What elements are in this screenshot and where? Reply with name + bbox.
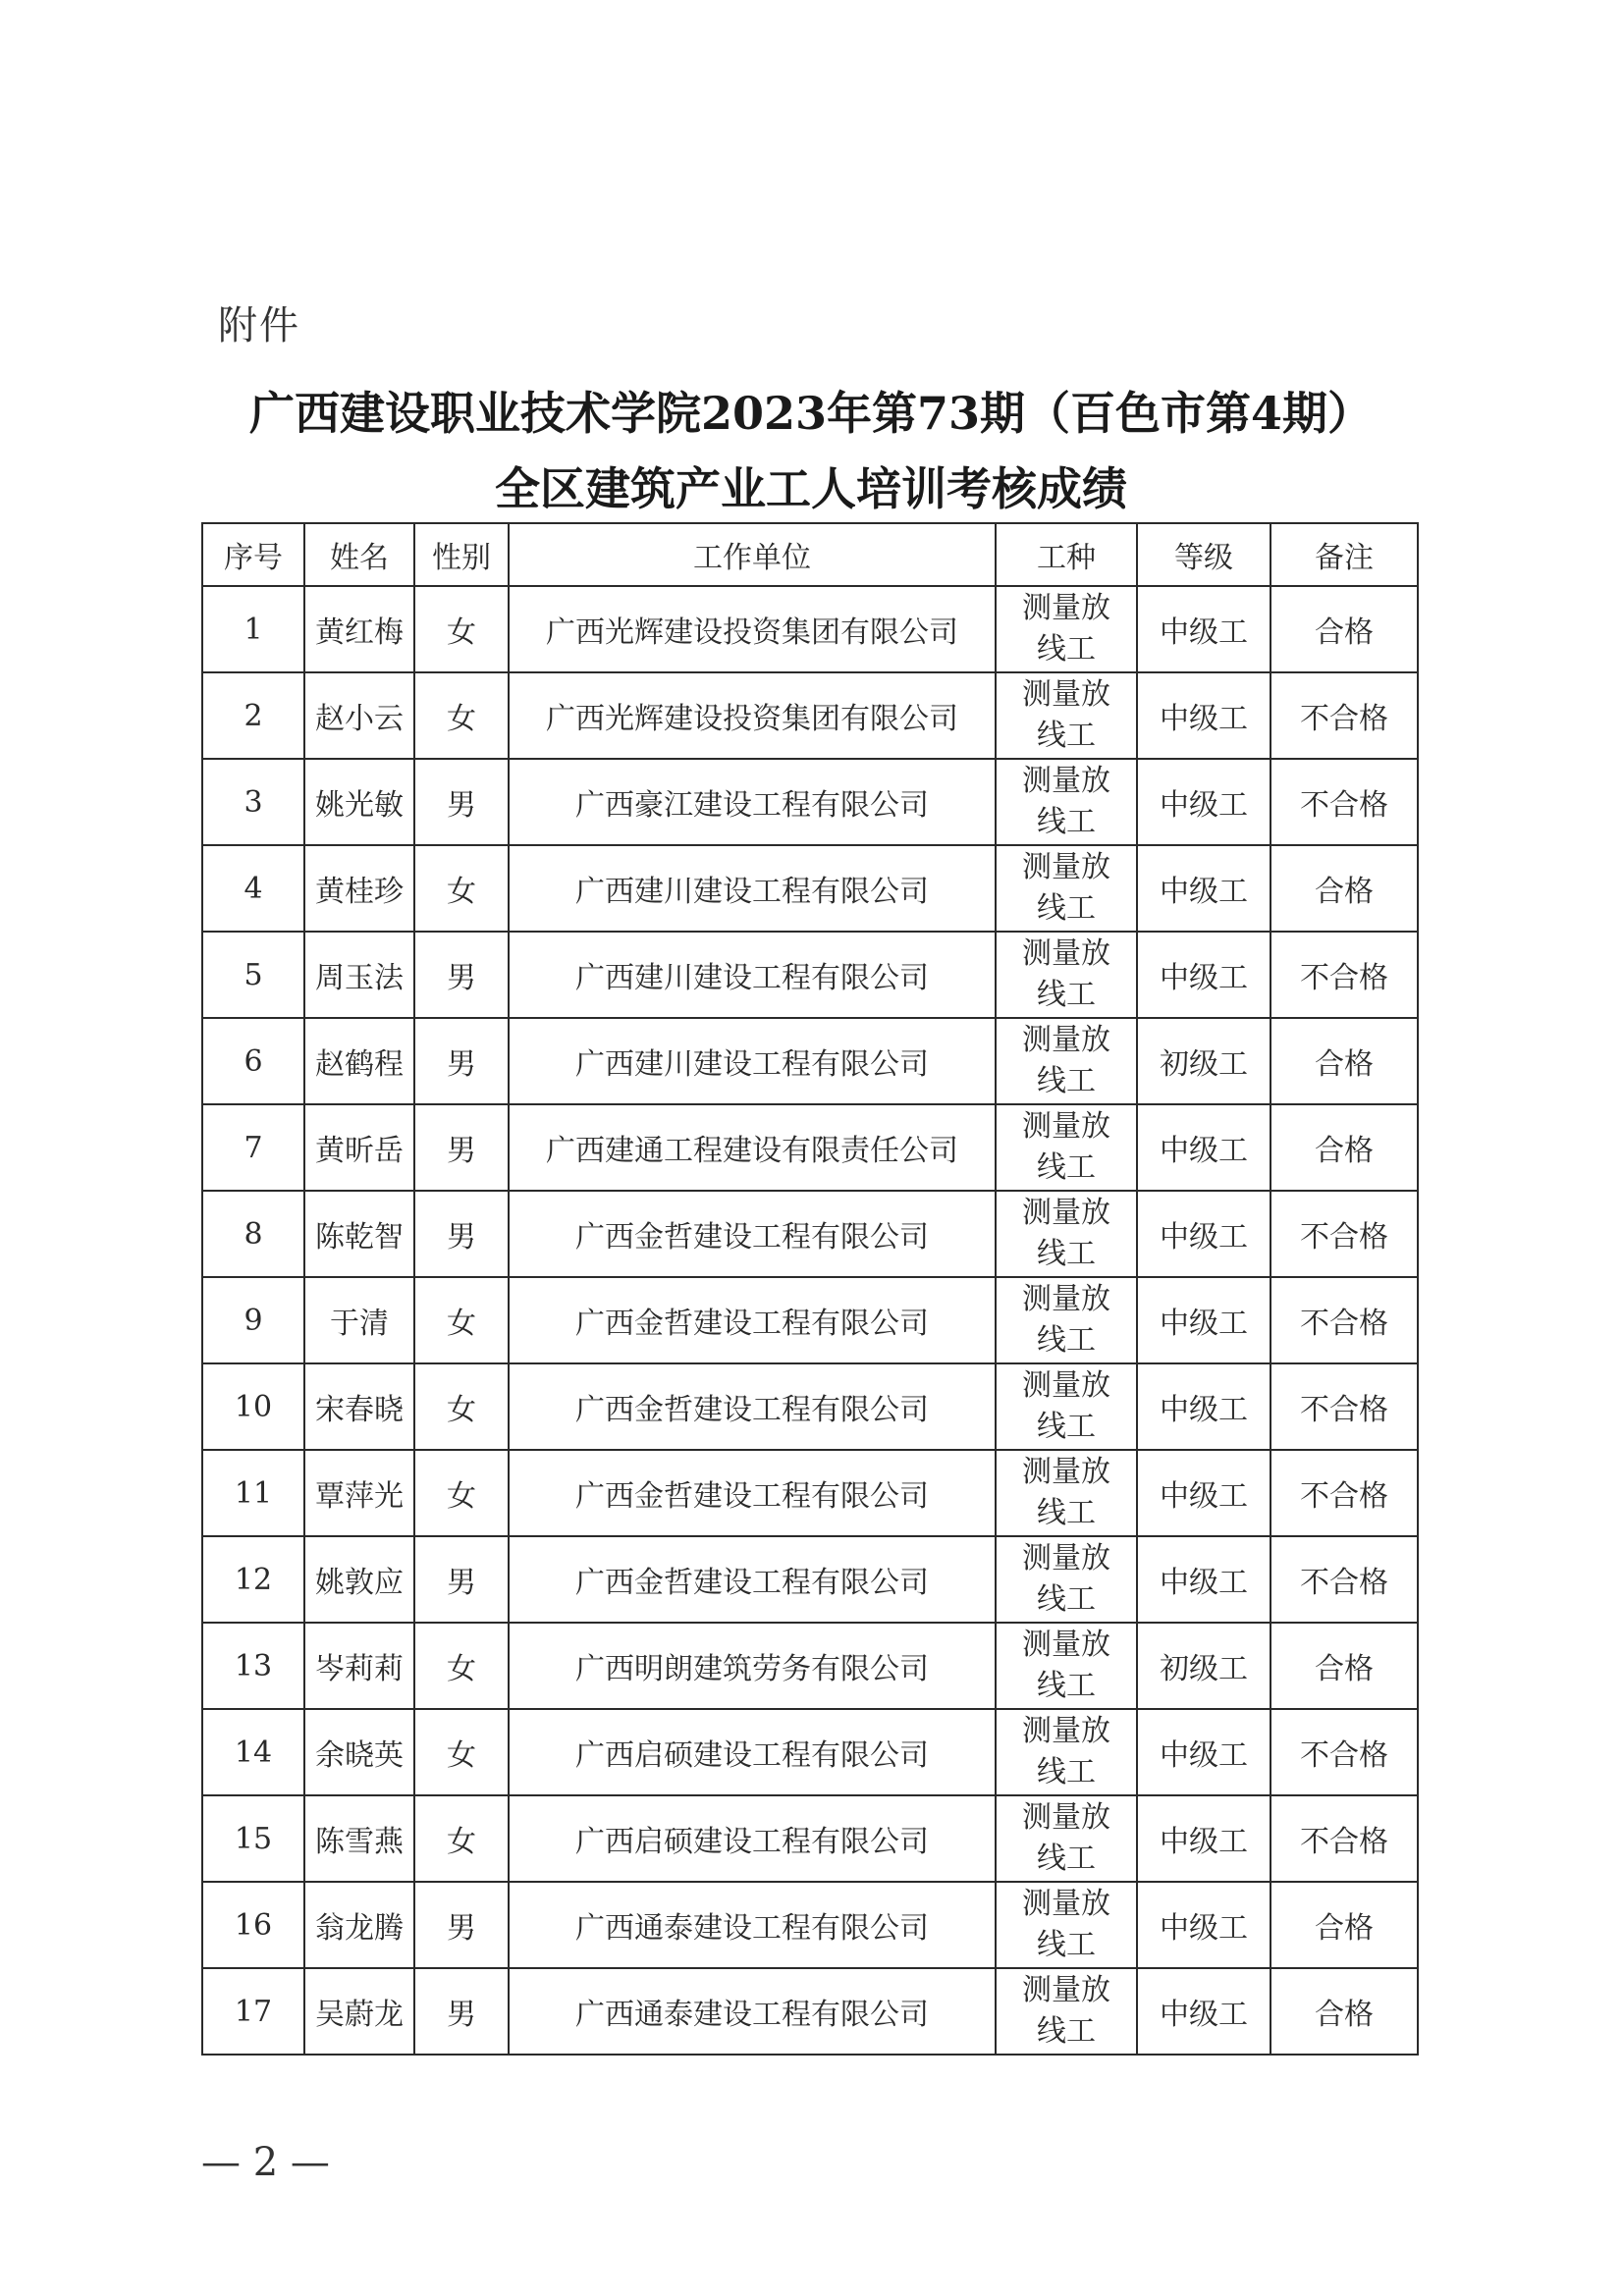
table-row — [202, 1018, 1418, 1104]
cell-gender: 男 — [414, 1104, 509, 1191]
cell-level: 初级工 — [1137, 1018, 1271, 1104]
cell-number: 2 — [202, 672, 304, 759]
cell-trade-line1: 测量放 — [1022, 1109, 1110, 1144]
cell-name: 姚敦应 — [304, 1536, 414, 1623]
cell-number: 11 — [202, 1450, 304, 1536]
cell-trade-line1: 测量放 — [1022, 1887, 1110, 1921]
cell-number: 9 — [202, 1277, 304, 1363]
cell-trade-line1: 测量放 — [1022, 1973, 1110, 2007]
cell-remark: 不合格 — [1271, 932, 1418, 1018]
cell-trade — [996, 845, 1137, 932]
cell-unit: 广西建川建设工程有限公司 — [509, 1018, 996, 1104]
cell-remark: 合格 — [1271, 1882, 1418, 1968]
cell-remark: 不合格 — [1271, 1795, 1418, 1882]
table-row — [202, 1623, 1418, 1709]
cell-trade-line1: 测量放 — [1022, 1368, 1110, 1403]
cell-unit: 广西启硕建设工程有限公司 — [509, 1795, 996, 1882]
cell-unit: 广西通泰建设工程有限公司 — [509, 1882, 996, 1968]
table-row — [202, 1882, 1418, 1968]
cell-level: 中级工 — [1137, 845, 1271, 932]
cell-trade-line1: 测量放 — [1022, 1023, 1110, 1057]
cell-unit: 广西金哲建设工程有限公司 — [509, 1363, 996, 1450]
cell-name: 姚光敏 — [304, 759, 414, 845]
cell-unit: 广西金哲建设工程有限公司 — [509, 1191, 996, 1277]
cell-remark: 合格 — [1271, 1623, 1418, 1709]
cell-number: 14 — [202, 1709, 304, 1795]
cell-remark: 不合格 — [1271, 1450, 1418, 1536]
cell-number: 17 — [202, 1968, 304, 2055]
table-row — [202, 759, 1418, 845]
cell-name: 赵小云 — [304, 672, 414, 759]
cell-trade-line2: 线工 — [1037, 719, 1096, 753]
cell-unit: 广西明朗建筑劳务有限公司 — [509, 1623, 996, 1709]
cell-remark: 合格 — [1271, 1018, 1418, 1104]
table-body — [202, 586, 1418, 2055]
cell-trade — [996, 1191, 1137, 1277]
cell-number: 8 — [202, 1191, 304, 1277]
cell-trade-line2: 线工 — [1037, 1237, 1096, 1271]
cell-trade — [996, 1795, 1137, 1882]
cell-trade-line2: 线工 — [1037, 1582, 1096, 1617]
cell-remark: 合格 — [1271, 586, 1418, 672]
cell-trade — [996, 672, 1137, 759]
cell-trade-line2: 线工 — [1037, 1755, 1096, 1789]
cell-trade-line2: 线工 — [1037, 1842, 1096, 1876]
cell-number: 15 — [202, 1795, 304, 1882]
cell-trade-line2: 线工 — [1037, 805, 1096, 839]
table-header-row — [202, 523, 1418, 586]
cell-level: 中级工 — [1137, 1104, 1271, 1191]
cell-remark: 不合格 — [1271, 1191, 1418, 1277]
cell-unit: 广西金哲建设工程有限公司 — [509, 1450, 996, 1536]
cell-trade-line1: 测量放 — [1022, 1541, 1110, 1575]
cell-trade — [996, 1277, 1137, 1363]
cell-gender: 女 — [414, 1795, 509, 1882]
table-row — [202, 672, 1418, 759]
cell-remark: 合格 — [1271, 1104, 1418, 1191]
cell-trade — [996, 1623, 1137, 1709]
cell-trade-line1: 测量放 — [1022, 1714, 1110, 1748]
cell-gender: 男 — [414, 759, 509, 845]
cell-trade-line1: 测量放 — [1022, 591, 1110, 625]
cell-trade-line2: 线工 — [1037, 1150, 1096, 1185]
header-name: 姓名 — [304, 523, 414, 586]
cell-unit: 广西光辉建设投资集团有限公司 — [509, 586, 996, 672]
cell-name: 岑莉莉 — [304, 1623, 414, 1709]
cell-trade — [996, 586, 1137, 672]
cell-number: 5 — [202, 932, 304, 1018]
cell-level: 中级工 — [1137, 1277, 1271, 1363]
cell-name: 周玉法 — [304, 932, 414, 1018]
cell-remark: 不合格 — [1271, 1277, 1418, 1363]
page-number: — 2 — — [201, 2140, 330, 2185]
results-table-container — [201, 522, 1417, 2056]
cell-remark: 不合格 — [1271, 1363, 1418, 1450]
cell-name: 黄桂珍 — [304, 845, 414, 932]
header-unit: 工作单位 — [509, 523, 996, 586]
cell-unit: 广西金哲建设工程有限公司 — [509, 1536, 996, 1623]
cell-gender: 女 — [414, 1450, 509, 1536]
cell-name: 陈乾智 — [304, 1191, 414, 1277]
cell-number: 13 — [202, 1623, 304, 1709]
header-trade: 工种 — [996, 523, 1137, 586]
cell-gender: 女 — [414, 1623, 509, 1709]
cell-number: 10 — [202, 1363, 304, 1450]
cell-level: 中级工 — [1137, 1450, 1271, 1536]
cell-gender: 女 — [414, 672, 509, 759]
cell-level: 中级工 — [1137, 759, 1271, 845]
cell-trade-line1: 测量放 — [1022, 850, 1110, 884]
cell-number: 3 — [202, 759, 304, 845]
cell-name: 陈雪燕 — [304, 1795, 414, 1882]
cell-level: 中级工 — [1137, 1795, 1271, 1882]
cell-trade — [996, 1709, 1137, 1795]
cell-trade — [996, 1018, 1137, 1104]
cell-number: 6 — [202, 1018, 304, 1104]
cell-trade — [996, 759, 1137, 845]
cell-name: 余晓英 — [304, 1709, 414, 1795]
table-row — [202, 1104, 1418, 1191]
cell-remark: 不合格 — [1271, 1536, 1418, 1623]
cell-trade-line2: 线工 — [1037, 1323, 1096, 1358]
cell-gender: 男 — [414, 1018, 509, 1104]
cell-gender: 男 — [414, 1882, 509, 1968]
table-row — [202, 1536, 1418, 1623]
cell-gender: 女 — [414, 586, 509, 672]
cell-trade-line2: 线工 — [1037, 1928, 1096, 1962]
cell-remark: 合格 — [1271, 845, 1418, 932]
cell-trade-line2: 线工 — [1037, 1496, 1096, 1530]
cell-trade — [996, 1450, 1137, 1536]
table-row — [202, 1191, 1418, 1277]
cell-remark: 不合格 — [1271, 1709, 1418, 1795]
cell-trade-line1: 测量放 — [1022, 764, 1110, 798]
document-title-line1: 广西建设职业技术学院2023年第73期（百色市第4期） — [248, 387, 1374, 440]
cell-gender: 女 — [414, 845, 509, 932]
table-row — [202, 1450, 1418, 1536]
cell-trade — [996, 1363, 1137, 1450]
header-remark: 备注 — [1271, 523, 1418, 586]
cell-unit: 广西通泰建设工程有限公司 — [509, 1968, 996, 2055]
cell-trade-line2: 线工 — [1037, 891, 1096, 926]
cell-number: 7 — [202, 1104, 304, 1191]
table-row — [202, 586, 1418, 672]
table-row — [202, 932, 1418, 1018]
table-row — [202, 1709, 1418, 1795]
cell-trade-line2: 线工 — [1037, 1410, 1096, 1444]
results-table — [201, 522, 1419, 2056]
cell-unit: 广西金哲建设工程有限公司 — [509, 1277, 996, 1363]
cell-trade — [996, 1882, 1137, 1968]
cell-remark: 不合格 — [1271, 759, 1418, 845]
cell-remark: 合格 — [1271, 1968, 1418, 2055]
cell-unit: 广西建川建设工程有限公司 — [509, 932, 996, 1018]
cell-gender: 女 — [414, 1363, 509, 1450]
cell-level: 中级工 — [1137, 1709, 1271, 1795]
cell-level: 中级工 — [1137, 1968, 1271, 2055]
cell-level: 中级工 — [1137, 932, 1271, 1018]
cell-level: 初级工 — [1137, 1623, 1271, 1709]
cell-remark: 不合格 — [1271, 672, 1418, 759]
cell-level: 中级工 — [1137, 586, 1271, 672]
header-number: 序号 — [202, 523, 304, 586]
cell-number: 12 — [202, 1536, 304, 1623]
cell-gender: 男 — [414, 1191, 509, 1277]
header-level: 等级 — [1137, 523, 1271, 586]
cell-trade-line2: 线工 — [1037, 978, 1096, 1012]
cell-trade-line2: 线工 — [1037, 632, 1096, 667]
cell-trade-line1: 测量放 — [1022, 1800, 1110, 1835]
cell-trade-line1: 测量放 — [1022, 677, 1110, 712]
cell-name: 赵鹤程 — [304, 1018, 414, 1104]
table-row — [202, 1363, 1418, 1450]
attachment-label: 附件 — [218, 303, 300, 348]
document-title-line2: 全区建筑产业工人培训考核成绩 — [495, 462, 1127, 515]
cell-trade-line2: 线工 — [1037, 2014, 1096, 2049]
cell-gender: 男 — [414, 1536, 509, 1623]
cell-trade-line2: 线工 — [1037, 1064, 1096, 1098]
cell-name: 宋春晓 — [304, 1363, 414, 1450]
cell-unit: 广西启硕建设工程有限公司 — [509, 1709, 996, 1795]
cell-trade — [996, 1536, 1137, 1623]
cell-trade-line1: 测量放 — [1022, 1282, 1110, 1316]
cell-name: 吴蔚龙 — [304, 1968, 414, 2055]
cell-trade-line1: 测量放 — [1022, 1628, 1110, 1662]
cell-name: 黄昕岳 — [304, 1104, 414, 1191]
cell-gender: 男 — [414, 1968, 509, 2055]
cell-unit: 广西建川建设工程有限公司 — [509, 845, 996, 932]
cell-unit: 广西光辉建设投资集团有限公司 — [509, 672, 996, 759]
cell-name: 黄红梅 — [304, 586, 414, 672]
cell-level: 中级工 — [1137, 1536, 1271, 1623]
cell-gender: 女 — [414, 1277, 509, 1363]
cell-level: 中级工 — [1137, 1363, 1271, 1450]
cell-number: 1 — [202, 586, 304, 672]
cell-number: 16 — [202, 1882, 304, 1968]
cell-level: 中级工 — [1137, 1882, 1271, 1968]
cell-trade-line1: 测量放 — [1022, 1196, 1110, 1230]
cell-name: 于清 — [304, 1277, 414, 1363]
cell-number: 4 — [202, 845, 304, 932]
cell-trade-line2: 线工 — [1037, 1669, 1096, 1703]
cell-trade-line1: 测量放 — [1022, 1455, 1110, 1489]
cell-trade — [996, 1968, 1137, 2055]
cell-level: 中级工 — [1137, 672, 1271, 759]
cell-gender: 女 — [414, 1709, 509, 1795]
cell-trade-line1: 测量放 — [1022, 936, 1110, 971]
table-row — [202, 1795, 1418, 1882]
cell-unit: 广西建通工程建设有限责任公司 — [509, 1104, 996, 1191]
table-row — [202, 1277, 1418, 1363]
cell-name: 覃萍光 — [304, 1450, 414, 1536]
header-gender: 性别 — [414, 523, 509, 586]
cell-trade — [996, 932, 1137, 1018]
cell-gender: 男 — [414, 932, 509, 1018]
cell-unit: 广西豪江建设工程有限公司 — [509, 759, 996, 845]
table-row — [202, 845, 1418, 932]
table-row — [202, 1968, 1418, 2055]
cell-trade — [996, 1104, 1137, 1191]
cell-level: 中级工 — [1137, 1191, 1271, 1277]
cell-name: 翁龙腾 — [304, 1882, 414, 1968]
